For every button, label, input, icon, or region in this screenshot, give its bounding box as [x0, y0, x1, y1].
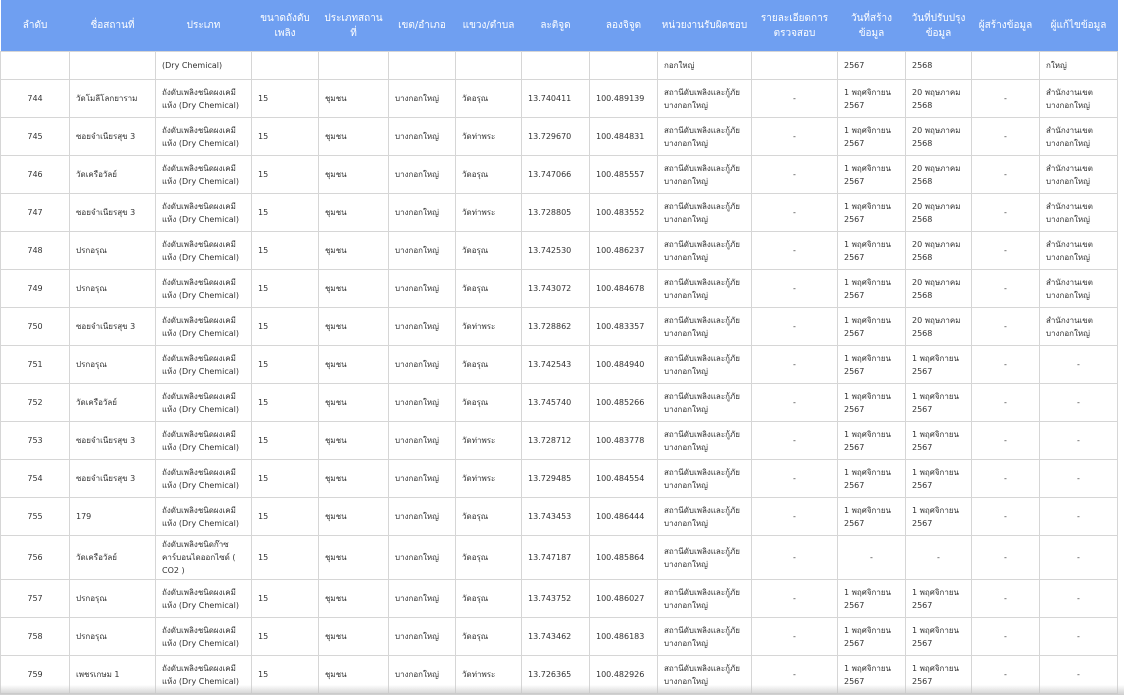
table-cell: - [972, 536, 1040, 580]
table-cell: สถานีดับเพลิงและกู้ภัยบางกอกใหญ่ [658, 384, 752, 422]
table-cell: วัดเครือวัลย์ [70, 536, 156, 580]
table-cell: 2567 [838, 52, 906, 80]
table-cell: - [972, 232, 1040, 270]
table-cell: - [752, 346, 838, 384]
table-row[interactable] [1, 270, 1118, 308]
table-cell: 1 พฤศจิกายน 2567 [838, 232, 906, 270]
table-cell: 1 พฤศจิกายน 2567 [838, 656, 906, 694]
table-cell: ถังดับเพลิงชนิดผงเคมีแห้ง (Dry Chemical) [156, 232, 252, 270]
table-cell: 758 [1, 618, 70, 656]
table-cell: 15 [252, 536, 319, 580]
table-cell: 179 [70, 498, 156, 536]
table-cell: - [972, 460, 1040, 498]
table-cell: ซอยจำเนียรสุข 3 [70, 118, 156, 156]
table-cell: 13.743752 [522, 580, 590, 618]
table-cell [319, 52, 389, 80]
table-cell: 15 [252, 580, 319, 618]
table-cell: สถานีดับเพลิงและกู้ภัยบางกอกใหญ่ [658, 346, 752, 384]
table-cell: - [972, 156, 1040, 194]
table-cell: วัดท่าพระ [456, 194, 522, 232]
table-cell: 1 พฤศจิกายน 2567 [838, 618, 906, 656]
table-cell: - [972, 270, 1040, 308]
table-cell: ถังดับเพลิงชนิดผงเคมีแห้ง (Dry Chemical) [156, 270, 252, 308]
table-cell: วัดอรุณ [456, 618, 522, 656]
table-cell: 1 พฤศจิกายน 2567 [838, 270, 906, 308]
table-cell: - [1040, 580, 1118, 618]
table-cell: - [1040, 422, 1118, 460]
table-cell: สถานีดับเพลิงและกู้ภัยบางกอกใหญ่ [658, 194, 752, 232]
table-cell: 751 [1, 346, 70, 384]
column-header[interactable]: ลำดับ [1, 0, 70, 52]
table-cell: วัดท่าพระ [456, 656, 522, 694]
column-header[interactable]: หน่วยงานรับผิดชอบ [658, 0, 752, 52]
table-cell: 747 [1, 194, 70, 232]
table-cell: วัดอรุณ [456, 498, 522, 536]
table-cell: สถานีดับเพลิงและกู้ภัยบางกอกใหญ่ [658, 118, 752, 156]
table-cell: ถังดับเพลิงชนิดผงเคมีแห้ง (Dry Chemical) [156, 580, 252, 618]
table-cell: ปรกอรุณ [70, 232, 156, 270]
table-cell: ถังดับเพลิงชนิดผงเคมีแห้ง (Dry Chemical) [156, 460, 252, 498]
table-cell: - [752, 156, 838, 194]
table-cell: สถานีดับเพลิงและกู้ภัยบางกอกใหญ่ [658, 156, 752, 194]
table-cell: 13.726365 [522, 656, 590, 694]
table-row[interactable] [1, 232, 1118, 270]
table-row[interactable] [1, 422, 1118, 460]
table-cell: 13.747187 [522, 536, 590, 580]
table-cell: 1 พฤศจิกายน 2567 [838, 460, 906, 498]
table-cell: บางกอกใหญ่ [389, 656, 456, 694]
table-cell: 755 [1, 498, 70, 536]
table-cell: ถังดับเพลิงชนิดก๊าซคาร์บอนไดออกไซด์ ( CO2 ) [156, 536, 252, 580]
table-cell: สถานีดับเพลิงและกู้ภัยบางกอกใหญ่ [658, 232, 752, 270]
table-cell: ปรกอรุณ [70, 618, 156, 656]
table-cell: - [752, 498, 838, 536]
table-cell: วัดท่าพระ [456, 460, 522, 498]
header-row [1, 0, 1118, 52]
table-row[interactable] [1, 80, 1118, 118]
table-cell: - [972, 580, 1040, 618]
table-cell: ถังดับเพลิงชนิดผงเคมีแห้ง (Dry Chemical) [156, 156, 252, 194]
table-cell: ซอยจำเนียรสุข 3 [70, 194, 156, 232]
table-cell: บางกอกใหญ่ [389, 422, 456, 460]
table-cell: 13.747066 [522, 156, 590, 194]
table-cell: 1 พฤศจิกายน 2567 [838, 498, 906, 536]
table-cell: 1 พฤศจิกายน 2567 [906, 498, 972, 536]
table-cell: บางกอกใหญ่ [389, 498, 456, 536]
column-header[interactable]: ผู้สร้างข้อมูล [972, 0, 1040, 52]
table-cell: 1 พฤศจิกายน 2567 [906, 422, 972, 460]
column-header[interactable]: ลองจิจูด [590, 0, 658, 52]
table-cell: บางกอกใหญ่ [389, 194, 456, 232]
table-cell [522, 52, 590, 80]
column-header[interactable]: ละติจูด [522, 0, 590, 52]
table-cell: 744 [1, 80, 70, 118]
table-cell: วัดท่าพระ [456, 118, 522, 156]
table-cell: 20 พฤษภาคม 2568 [906, 308, 972, 346]
table-cell: 15 [252, 498, 319, 536]
table-cell: 13.743462 [522, 618, 590, 656]
table-cell: 13.745740 [522, 384, 590, 422]
table-cell: บางกอกใหญ่ [389, 618, 456, 656]
table-cell: บางกอกใหญ่ [389, 156, 456, 194]
table-cell: 15 [252, 80, 319, 118]
table-cell: - [972, 346, 1040, 384]
table-row[interactable] [1, 580, 1118, 618]
table-cell: - [1040, 656, 1118, 694]
table-row[interactable] [1, 346, 1118, 384]
table-body [1, 52, 1118, 694]
table-cell: - [1040, 460, 1118, 498]
table-cell: 1 พฤศจิกายน 2567 [906, 346, 972, 384]
table-cell: บางกอกใหญ่ [389, 80, 456, 118]
table-cell: 15 [252, 156, 319, 194]
table-cell: สถานีดับเพลิงและกู้ภัยบางกอกใหญ่ [658, 422, 752, 460]
table-cell [972, 52, 1040, 80]
table-cell: 754 [1, 460, 70, 498]
table-cell: 20 พฤษภาคม 2568 [906, 270, 972, 308]
table-cell: 1 พฤศจิกายน 2567 [838, 156, 906, 194]
table-cell: - [906, 536, 972, 580]
table-row[interactable] [1, 460, 1118, 498]
table-cell: ชุมชน [319, 308, 389, 346]
table-row[interactable] [1, 118, 1118, 156]
table-cell: - [752, 580, 838, 618]
table-cell: 13.728712 [522, 422, 590, 460]
table-cell: ถังดับเพลิงชนิดผงเคมีแห้ง (Dry Chemical) [156, 118, 252, 156]
table-cell: - [972, 422, 1040, 460]
table-cell: 748 [1, 232, 70, 270]
table-cell: - [972, 384, 1040, 422]
table-cell: กใหญ่ [1040, 52, 1118, 80]
table-cell [456, 52, 522, 80]
table-cell: สถานีดับเพลิงและกู้ภัยบางกอกใหญ่ [658, 656, 752, 694]
table-cell: ปรกอรุณ [70, 580, 156, 618]
table-cell: ถังดับเพลิงชนิดผงเคมีแห้ง (Dry Chemical) [156, 656, 252, 694]
table-row[interactable] [1, 498, 1118, 536]
table-cell: วัดอรุณ [456, 270, 522, 308]
table-cell: - [752, 618, 838, 656]
table-cell: 13.728862 [522, 308, 590, 346]
column-header[interactable]: เขต/อำเภอ [389, 0, 456, 52]
table-cell: 1 พฤศจิกายน 2567 [838, 422, 906, 460]
table-cell: สถานีดับเพลิงและกู้ภัยบางกอกใหญ่ [658, 536, 752, 580]
table-cell [252, 52, 319, 80]
table-cell: 100.485557 [590, 156, 658, 194]
table-cell: 100.484554 [590, 460, 658, 498]
table-cell: สถานีดับเพลิงและกู้ภัยบางกอกใหญ่ [658, 80, 752, 118]
table-cell: วัดอรุณ [456, 346, 522, 384]
table-cell: ชุมชน [319, 232, 389, 270]
table-cell: 15 [252, 194, 319, 232]
column-header[interactable]: แขวง/ตำบล [456, 0, 522, 52]
table-cell: 100.486237 [590, 232, 658, 270]
table-cell: 100.483778 [590, 422, 658, 460]
table-cell: 100.489139 [590, 80, 658, 118]
table-cell: บางกอกใหญ่ [389, 270, 456, 308]
scroll-edge-shadow [0, 685, 1124, 695]
table-cell: 1 พฤศจิกายน 2567 [906, 580, 972, 618]
table-cell: สถานีดับเพลิงและกู้ภัยบางกอกใหญ่ [658, 618, 752, 656]
table-cell: 100.486444 [590, 498, 658, 536]
table-cell: สถานีดับเพลิงและกู้ภัยบางกอกใหญ่ [658, 270, 752, 308]
table-cell: วัดอรุณ [456, 80, 522, 118]
table-cell: สถานีดับเพลิงและกู้ภัยบางกอกใหญ่ [658, 460, 752, 498]
table-cell: ถังดับเพลิงชนิดผงเคมีแห้ง (Dry Chemical) [156, 194, 252, 232]
table-cell: 15 [252, 656, 319, 694]
table-cell: ชุมชน [319, 384, 389, 422]
table-cell: - [838, 536, 906, 580]
table-cell: 756 [1, 536, 70, 580]
table-cell: 13.729485 [522, 460, 590, 498]
table-cell: - [1040, 498, 1118, 536]
table-cell: 1 พฤศจิกายน 2567 [838, 80, 906, 118]
table-cell: 15 [252, 618, 319, 656]
table-cell: 15 [252, 346, 319, 384]
table-cell: 1 พฤศจิกายน 2567 [838, 346, 906, 384]
table-cell: สำนักงานเขตบางกอกใหญ่ [1040, 118, 1118, 156]
table-cell: ชุมชน [319, 194, 389, 232]
table-cell: สำนักงานเขตบางกอกใหญ่ [1040, 194, 1118, 232]
table-cell: สำนักงานเขตบางกอกใหญ่ [1040, 270, 1118, 308]
column-header[interactable]: ผู้แก้ไขข้อมูล [1040, 0, 1118, 52]
table-cell: บางกอกใหญ่ [389, 460, 456, 498]
table-cell: 750 [1, 308, 70, 346]
table-cell: 2568 [906, 52, 972, 80]
table-cell: - [972, 656, 1040, 694]
table-cell: บางกอกใหญ่ [389, 232, 456, 270]
table-cell: 759 [1, 656, 70, 694]
table-cell: สำนักงานเขตบางกอกใหญ่ [1040, 308, 1118, 346]
table-cell: (Dry Chemical) [156, 52, 252, 80]
table-cell: วัดท่าพระ [456, 422, 522, 460]
table-cell: 20 พฤษภาคม 2568 [906, 232, 972, 270]
table-cell: 13.743072 [522, 270, 590, 308]
table-cell: - [1040, 346, 1118, 384]
table-cell: วัดเครือวัลย์ [70, 156, 156, 194]
table-cell: ถังดับเพลิงชนิดผงเคมีแห้ง (Dry Chemical) [156, 346, 252, 384]
table-cell: - [752, 422, 838, 460]
table-cell: ชุมชน [319, 618, 389, 656]
table-cell [752, 52, 838, 80]
table-cell: เพชรเกษม 1 [70, 656, 156, 694]
table-cell: วัดโมลีโลกยาราม [70, 80, 156, 118]
table-cell: 1 พฤศจิกายน 2567 [906, 460, 972, 498]
table-cell: 1 พฤศจิกายน 2567 [906, 384, 972, 422]
table-cell: - [1040, 536, 1118, 580]
table-cell: 100.485864 [590, 536, 658, 580]
table-cell: 745 [1, 118, 70, 156]
table-cell: ชุมชน [319, 80, 389, 118]
table-cell: - [752, 194, 838, 232]
table-cell: 1 พฤศจิกายน 2567 [906, 656, 972, 694]
table-cell: 100.486183 [590, 618, 658, 656]
table-cell: ชุมชน [319, 156, 389, 194]
table-cell: วัดอรุณ [456, 580, 522, 618]
table-cell: ชุมชน [319, 536, 389, 580]
table-cell: 1 พฤศจิกายน 2567 [838, 308, 906, 346]
table-cell: 100.484940 [590, 346, 658, 384]
table-cell: 1 พฤศจิกายน 2567 [906, 618, 972, 656]
column-header[interactable]: วันที่สร้างข้อมูล [838, 0, 906, 52]
table-cell: ถังดับเพลิงชนิดผงเคมีแห้ง (Dry Chemical) [156, 384, 252, 422]
table-cell: - [972, 80, 1040, 118]
table-cell: - [752, 656, 838, 694]
table-cell: - [752, 536, 838, 580]
table-cell: ถังดับเพลิงชนิดผงเคมีแห้ง (Dry Chemical) [156, 80, 252, 118]
table-row[interactable] [1, 384, 1118, 422]
table-cell: วัดอรุณ [456, 232, 522, 270]
table-cell: 15 [252, 308, 319, 346]
table-cell: 15 [252, 118, 319, 156]
table-cell: ชุมชน [319, 580, 389, 618]
table-cell: ถังดับเพลิงชนิดผงเคมีแห้ง (Dry Chemical) [156, 308, 252, 346]
table-cell: ชุมชน [319, 118, 389, 156]
table-cell: 1 พฤศจิกายน 2567 [838, 194, 906, 232]
table-cell: 100.486027 [590, 580, 658, 618]
table-cell: 13.729670 [522, 118, 590, 156]
table-cell: วัดเครือวัลย์ [70, 384, 156, 422]
table-cell: บางกอกใหญ่ [389, 308, 456, 346]
table-row[interactable] [1, 52, 1118, 80]
table-cell: ชุมชน [319, 498, 389, 536]
column-header[interactable]: รายละเอียดการตรวจสอบ [752, 0, 838, 52]
table-cell: 746 [1, 156, 70, 194]
table-cell: ชุมชน [319, 346, 389, 384]
table-header [1, 0, 1118, 52]
column-header[interactable]: วันที่ปรับปรุงข้อมูล [906, 0, 972, 52]
table-cell: ชุมชน [319, 422, 389, 460]
table-cell: 100.485266 [590, 384, 658, 422]
table-row[interactable] [1, 618, 1118, 656]
table-cell: กอกใหญ่ [658, 52, 752, 80]
table-cell: ซอยจำเนียรสุข 3 [70, 308, 156, 346]
table-cell: 15 [252, 460, 319, 498]
table-cell: - [972, 194, 1040, 232]
table-row[interactable] [1, 194, 1118, 232]
table-cell: 13.742530 [522, 232, 590, 270]
table-cell: - [1040, 618, 1118, 656]
table-cell: 20 พฤษภาคม 2568 [906, 80, 972, 118]
table-cell: 100.483357 [590, 308, 658, 346]
table-cell: สถานีดับเพลิงและกู้ภัยบางกอกใหญ่ [658, 580, 752, 618]
table-cell: - [972, 618, 1040, 656]
table-cell: 100.483552 [590, 194, 658, 232]
table-cell: สำนักงานเขตบางกอกใหญ่ [1040, 232, 1118, 270]
table-cell: บางกอกใหญ่ [389, 580, 456, 618]
table-cell: 1 พฤศจิกายน 2567 [838, 384, 906, 422]
table-cell [1, 52, 70, 80]
table-cell: บางกอกใหญ่ [389, 384, 456, 422]
table-cell: 15 [252, 232, 319, 270]
table-cell: 15 [252, 384, 319, 422]
table-cell: สถานีดับเพลิงและกู้ภัยบางกอกใหญ่ [658, 308, 752, 346]
table-cell: 15 [252, 270, 319, 308]
table-cell: วัดอรุณ [456, 384, 522, 422]
table-cell: - [752, 232, 838, 270]
table-cell: ปรกอรุณ [70, 346, 156, 384]
table-cell: - [752, 270, 838, 308]
table-cell: ปรกอรุณ [70, 270, 156, 308]
table-cell: ถังดับเพลิงชนิดผงเคมีแห้ง (Dry Chemical) [156, 618, 252, 656]
table-cell: 753 [1, 422, 70, 460]
table-cell: ชุมชน [319, 460, 389, 498]
table-cell: - [752, 460, 838, 498]
table-cell [389, 52, 456, 80]
table-cell: 13.728805 [522, 194, 590, 232]
column-header[interactable]: ขนาดถังดับเพลิง [252, 0, 319, 52]
table-cell: ชุมชน [319, 270, 389, 308]
table-cell: 20 พฤษภาคม 2568 [906, 156, 972, 194]
table-cell: 100.482926 [590, 656, 658, 694]
table-cell: - [752, 80, 838, 118]
column-header[interactable]: ประเภท [156, 0, 252, 52]
table-cell: 13.742543 [522, 346, 590, 384]
table-cell: ถังดับเพลิงชนิดผงเคมีแห้ง (Dry Chemical) [156, 422, 252, 460]
table-cell: ชุมชน [319, 656, 389, 694]
table-cell: - [752, 308, 838, 346]
table-cell: - [1040, 384, 1118, 422]
table-row[interactable] [1, 308, 1118, 346]
table-cell: - [972, 308, 1040, 346]
table-cell: บางกอกใหญ่ [389, 346, 456, 384]
column-header[interactable]: ชื่อสถานที่ [70, 0, 156, 52]
table-cell: 20 พฤษภาคม 2568 [906, 194, 972, 232]
table-cell: - [752, 384, 838, 422]
table-cell: - [972, 118, 1040, 156]
table-cell: 757 [1, 580, 70, 618]
table-cell: 13.743453 [522, 498, 590, 536]
table-cell: ซอยจำเนียรสุข 3 [70, 422, 156, 460]
table-cell: วัดอรุณ [456, 156, 522, 194]
table-cell: 100.484678 [590, 270, 658, 308]
table-cell: สถานีดับเพลิงและกู้ภัยบางกอกใหญ่ [658, 498, 752, 536]
table-row[interactable] [1, 156, 1118, 194]
table-cell: บางกอกใหญ่ [389, 536, 456, 580]
table-row[interactable] [1, 536, 1118, 580]
table-cell: วัดอรุณ [456, 536, 522, 580]
column-header[interactable]: ประเภทสถานที่ [319, 0, 389, 52]
table-cell: 20 พฤษภาคม 2568 [906, 118, 972, 156]
table-cell: 13.740411 [522, 80, 590, 118]
table-cell: 752 [1, 384, 70, 422]
table-cell: 100.484831 [590, 118, 658, 156]
table-cell: สำนักงานเขตบางกอกใหญ่ [1040, 156, 1118, 194]
table-cell: 749 [1, 270, 70, 308]
table-cell [70, 52, 156, 80]
table-cell: ถังดับเพลิงชนิดผงเคมีแห้ง (Dry Chemical) [156, 498, 252, 536]
table-cell: - [972, 498, 1040, 536]
table-cell: ซอยจำเนียรสุข 3 [70, 460, 156, 498]
table-cell [590, 52, 658, 80]
table-cell: วัดท่าพระ [456, 308, 522, 346]
table-cell: 1 พฤศจิกายน 2567 [838, 580, 906, 618]
table-cell: - [752, 118, 838, 156]
table-cell: สำนักงานเขตบางกอกใหญ่ [1040, 80, 1118, 118]
table-cell: บางกอกใหญ่ [389, 118, 456, 156]
table-cell: 1 พฤศจิกายน 2567 [838, 118, 906, 156]
table-cell: 15 [252, 422, 319, 460]
